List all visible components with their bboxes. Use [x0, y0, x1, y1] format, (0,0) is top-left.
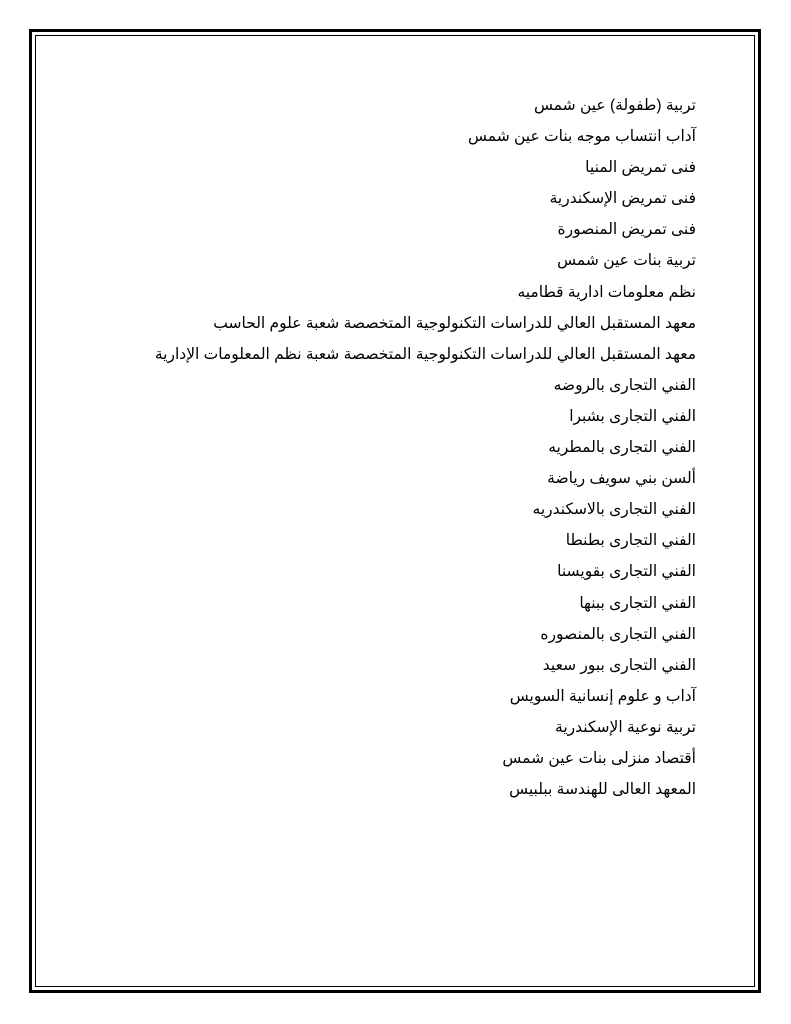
- list-item: الفني التجارى بالمنصوره: [540, 625, 696, 643]
- list-item: ألسن بني سويف رياضة: [547, 470, 696, 488]
- list-item: آداب انتساب موجه بنات عين شمس: [467, 128, 696, 146]
- list-item: فنى تمريض الإسكندرية: [549, 190, 696, 208]
- list-item: تربية نوعية الإسكندرية: [555, 718, 696, 736]
- list-item: معهد المستقبل العالي للدراسات التكنولوجية المتخصصة شعبة نظم المعلومات الإدارية: [154, 345, 696, 363]
- list-item: فنى تمريض المنيا: [585, 159, 696, 177]
- list-item: أقتصاد منزلى بنات عين شمس: [502, 749, 696, 767]
- list-item: الفني التجارى بقويسنا: [557, 563, 696, 581]
- list-item: الفني التجارى بشبرا: [569, 407, 696, 425]
- list-item: آداب و علوم إنسانية السويس: [509, 687, 696, 705]
- list-item: نظم معلومات ادارية قطاميه: [517, 283, 696, 301]
- institution-list: [76, 90, 696, 805]
- list-item: الفني التجارى بطنطا: [565, 532, 696, 550]
- list-item: الفني التجارى ببنها: [579, 594, 696, 612]
- list-item: الفني التجارى ببور سعيد: [542, 656, 696, 674]
- list-item: معهد المستقبل العالي للدراسات التكنولوجية المتخصصة شعبة علوم الحاسب: [213, 314, 696, 332]
- list-item: فنى تمريض المنصورة: [557, 221, 696, 239]
- list-item: تربية (طفولة) عين شمس: [533, 97, 696, 114]
- list-item: المعهد العالى للهندسة ببلبيس: [509, 781, 696, 799]
- list-item: الفني التجارى بالاسكندريه: [532, 501, 696, 519]
- list-item: الفني التجارى بالمطريه: [548, 439, 696, 457]
- list-item: تربية بنات عين شمس: [557, 252, 696, 270]
- list-item: الفني التجارى بالروضه: [553, 376, 696, 394]
